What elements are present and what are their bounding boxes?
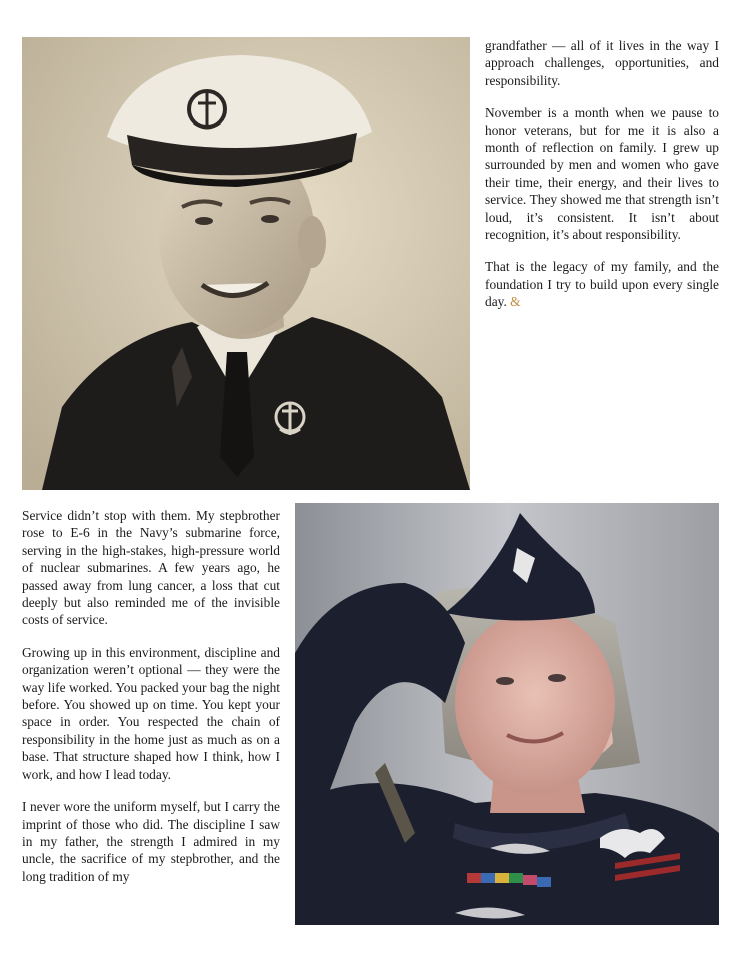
paragraph: Growing up in this environment, discipline and organization weren’t optional — they were the way life worked. You packed your bag the night before. You showed up on time. You kept your space in order. You respected the chain of responsibility in the home just as much as on a base. That structure shaped how I think, how I work, and how I lead today.: [22, 644, 280, 782]
paragraph: grandfather — all of it lives in the way I approach challenges, opportunities, and responsibility.: [485, 38, 719, 88]
sailor-selfie-photo: [295, 503, 719, 925]
paragraph-text: That is the legacy of my family, and the foundation I try to build upon every single day.: [485, 259, 719, 310]
paragraph: Service didn’t stop with them. My stepbrother rose to E-6 in the Navy’s submarine force, serving in the high-stakes, high-pressure world of nuclear submarines. A few years ago, he passed away from lung cancer, a loss that cut deeply but also reminded me of the invisible costs of service.: [22, 508, 280, 628]
end-mark: &: [510, 294, 521, 310]
paragraph: I never wore the uniform myself, but I carry the imprint of those who did. The discipline I saw in my father, the strength I admired in my uncle, the sacrifice of my stepbrother, and the long tradition of my: [22, 799, 280, 884]
paragraph: [485, 258, 719, 310]
paragraph: November is a month when we pause to honor veterans, but for me it is also a month of reflection on family. I grew up surrounded by men and women who gave their time, their energy, and their lives to service. They showed me that strength isn’t loud, it’s consistent. It isn’t about recognition, it’s about responsibility.: [485, 105, 719, 243]
article-column-left: [22, 507, 280, 900]
officer-portrait-photo: [22, 37, 470, 490]
article-column-right: [485, 37, 719, 326]
